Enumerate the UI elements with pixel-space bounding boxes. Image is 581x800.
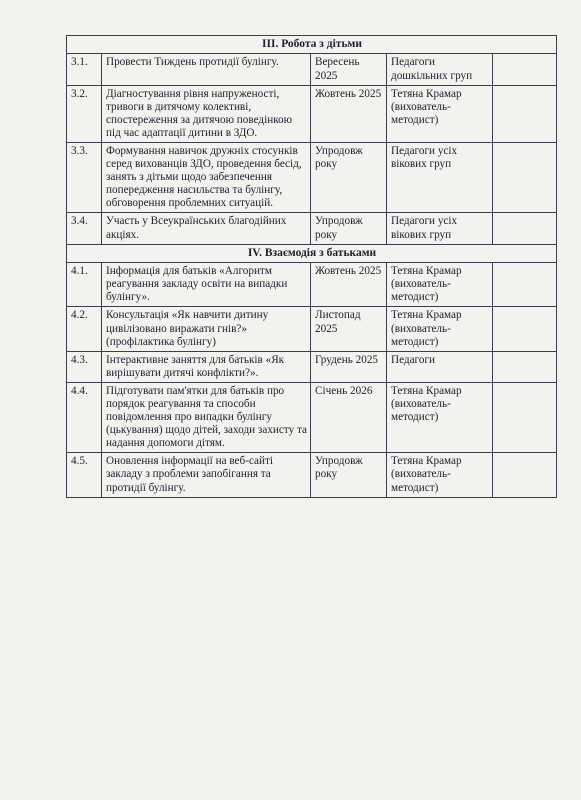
task-cell: Інформація для батьків «Алгоритм реагування закладу освіти на випадки булінгу». bbox=[102, 263, 311, 307]
table-row bbox=[67, 382, 557, 452]
term-cell: Упродовж року bbox=[311, 453, 387, 497]
row-number: 4.4. bbox=[67, 382, 102, 452]
task-cell: Діагностування рівня напруженості, тривоги в дитячому колективі, спостереження за дитячою поведінкою під час адаптації дитини в ЗДО. bbox=[102, 85, 311, 142]
row-number: 4.3. bbox=[67, 351, 102, 382]
term-cell: Грудень 2025 bbox=[311, 351, 387, 382]
row-number: 4.2. bbox=[67, 307, 102, 351]
term-cell: Жовтень 2025 bbox=[311, 263, 387, 307]
responsible-cell: Тетяна Крамар (вихователь-методист) bbox=[387, 453, 493, 497]
responsible-cell: Педагоги bbox=[387, 351, 493, 382]
table-row bbox=[67, 85, 557, 142]
row-number: 3.1. bbox=[67, 54, 102, 85]
responsible-cell: Тетяна Крамар (вихователь-методист) bbox=[387, 263, 493, 307]
task-cell: Інтерактивне заняття для батьків «Як вирішувати дитячі конфлікти?». bbox=[102, 351, 311, 382]
row-number: 3.3. bbox=[67, 143, 102, 213]
term-cell: Упродовж року bbox=[311, 143, 387, 213]
term-cell: Листопад 2025 bbox=[311, 307, 387, 351]
term-cell: Упродовж року bbox=[311, 213, 387, 244]
row-number: 4.5. bbox=[67, 453, 102, 497]
responsible-cell: Педагоги усіх вікових груп bbox=[387, 213, 493, 244]
notes-cell bbox=[493, 85, 557, 142]
responsible-cell: Педагоги дошкільних груп bbox=[387, 54, 493, 85]
term-cell: Жовтень 2025 bbox=[311, 85, 387, 142]
table-row bbox=[67, 213, 557, 244]
section-title: III. Робота з дітьми bbox=[67, 36, 557, 54]
table-row bbox=[67, 54, 557, 85]
responsible-cell: Тетяна Крамар (вихователь-методист) bbox=[387, 382, 493, 452]
row-number: 4.1. bbox=[67, 263, 102, 307]
table-row bbox=[67, 143, 557, 213]
table-row bbox=[67, 351, 557, 382]
notes-cell bbox=[493, 213, 557, 244]
responsible-cell: Педагоги усіх вікових груп bbox=[387, 143, 493, 213]
notes-cell bbox=[493, 453, 557, 497]
section-header-row bbox=[67, 244, 557, 262]
table-row bbox=[67, 453, 557, 497]
notes-cell bbox=[493, 351, 557, 382]
task-cell: Участь у Всеукраїнських благодійних акціях. bbox=[102, 213, 311, 244]
notes-cell bbox=[493, 307, 557, 351]
task-cell: Оновлення інформації на веб-сайті закладу з проблеми запобігання та протидії булінгу. bbox=[102, 453, 311, 497]
section-title: IV. Взаємодія з батьками bbox=[67, 244, 557, 262]
responsible-cell: Тетяна Крамар (вихователь-методист) bbox=[387, 85, 493, 142]
section-header-row bbox=[67, 36, 557, 54]
row-number: 3.2. bbox=[67, 85, 102, 142]
task-cell: Консультація «Як навчити дитину цивілізовано виражати гнів?» (профілактика булінгу) bbox=[102, 307, 311, 351]
table-row bbox=[67, 263, 557, 307]
notes-cell bbox=[493, 54, 557, 85]
task-cell: Формування навичок дружніх стосунків серед вихованців ЗДО, проведення бесід, занять з дітьми щодо забезпечення попередження насильства та булінгу, обговорення проблемних ситуацій. bbox=[102, 143, 311, 213]
task-cell: Провести Тиждень протидії булінгу. bbox=[102, 54, 311, 85]
notes-cell bbox=[493, 143, 557, 213]
row-number: 3.4. bbox=[67, 213, 102, 244]
task-cell: Підготувати пам'ятки для батьків про порядок реагування та способи повідомлення про випадки булінгу (цькування) щодо дітей, заходи захисту та надання допомоги дітям. bbox=[102, 382, 311, 452]
notes-cell bbox=[493, 263, 557, 307]
table-row bbox=[67, 307, 557, 351]
plan-table bbox=[66, 35, 557, 498]
term-cell: Січень 2026 bbox=[311, 382, 387, 452]
term-cell: Вересень 2025 bbox=[311, 54, 387, 85]
notes-cell bbox=[493, 382, 557, 452]
responsible-cell: Тетяна Крамар (вихователь-методист) bbox=[387, 307, 493, 351]
